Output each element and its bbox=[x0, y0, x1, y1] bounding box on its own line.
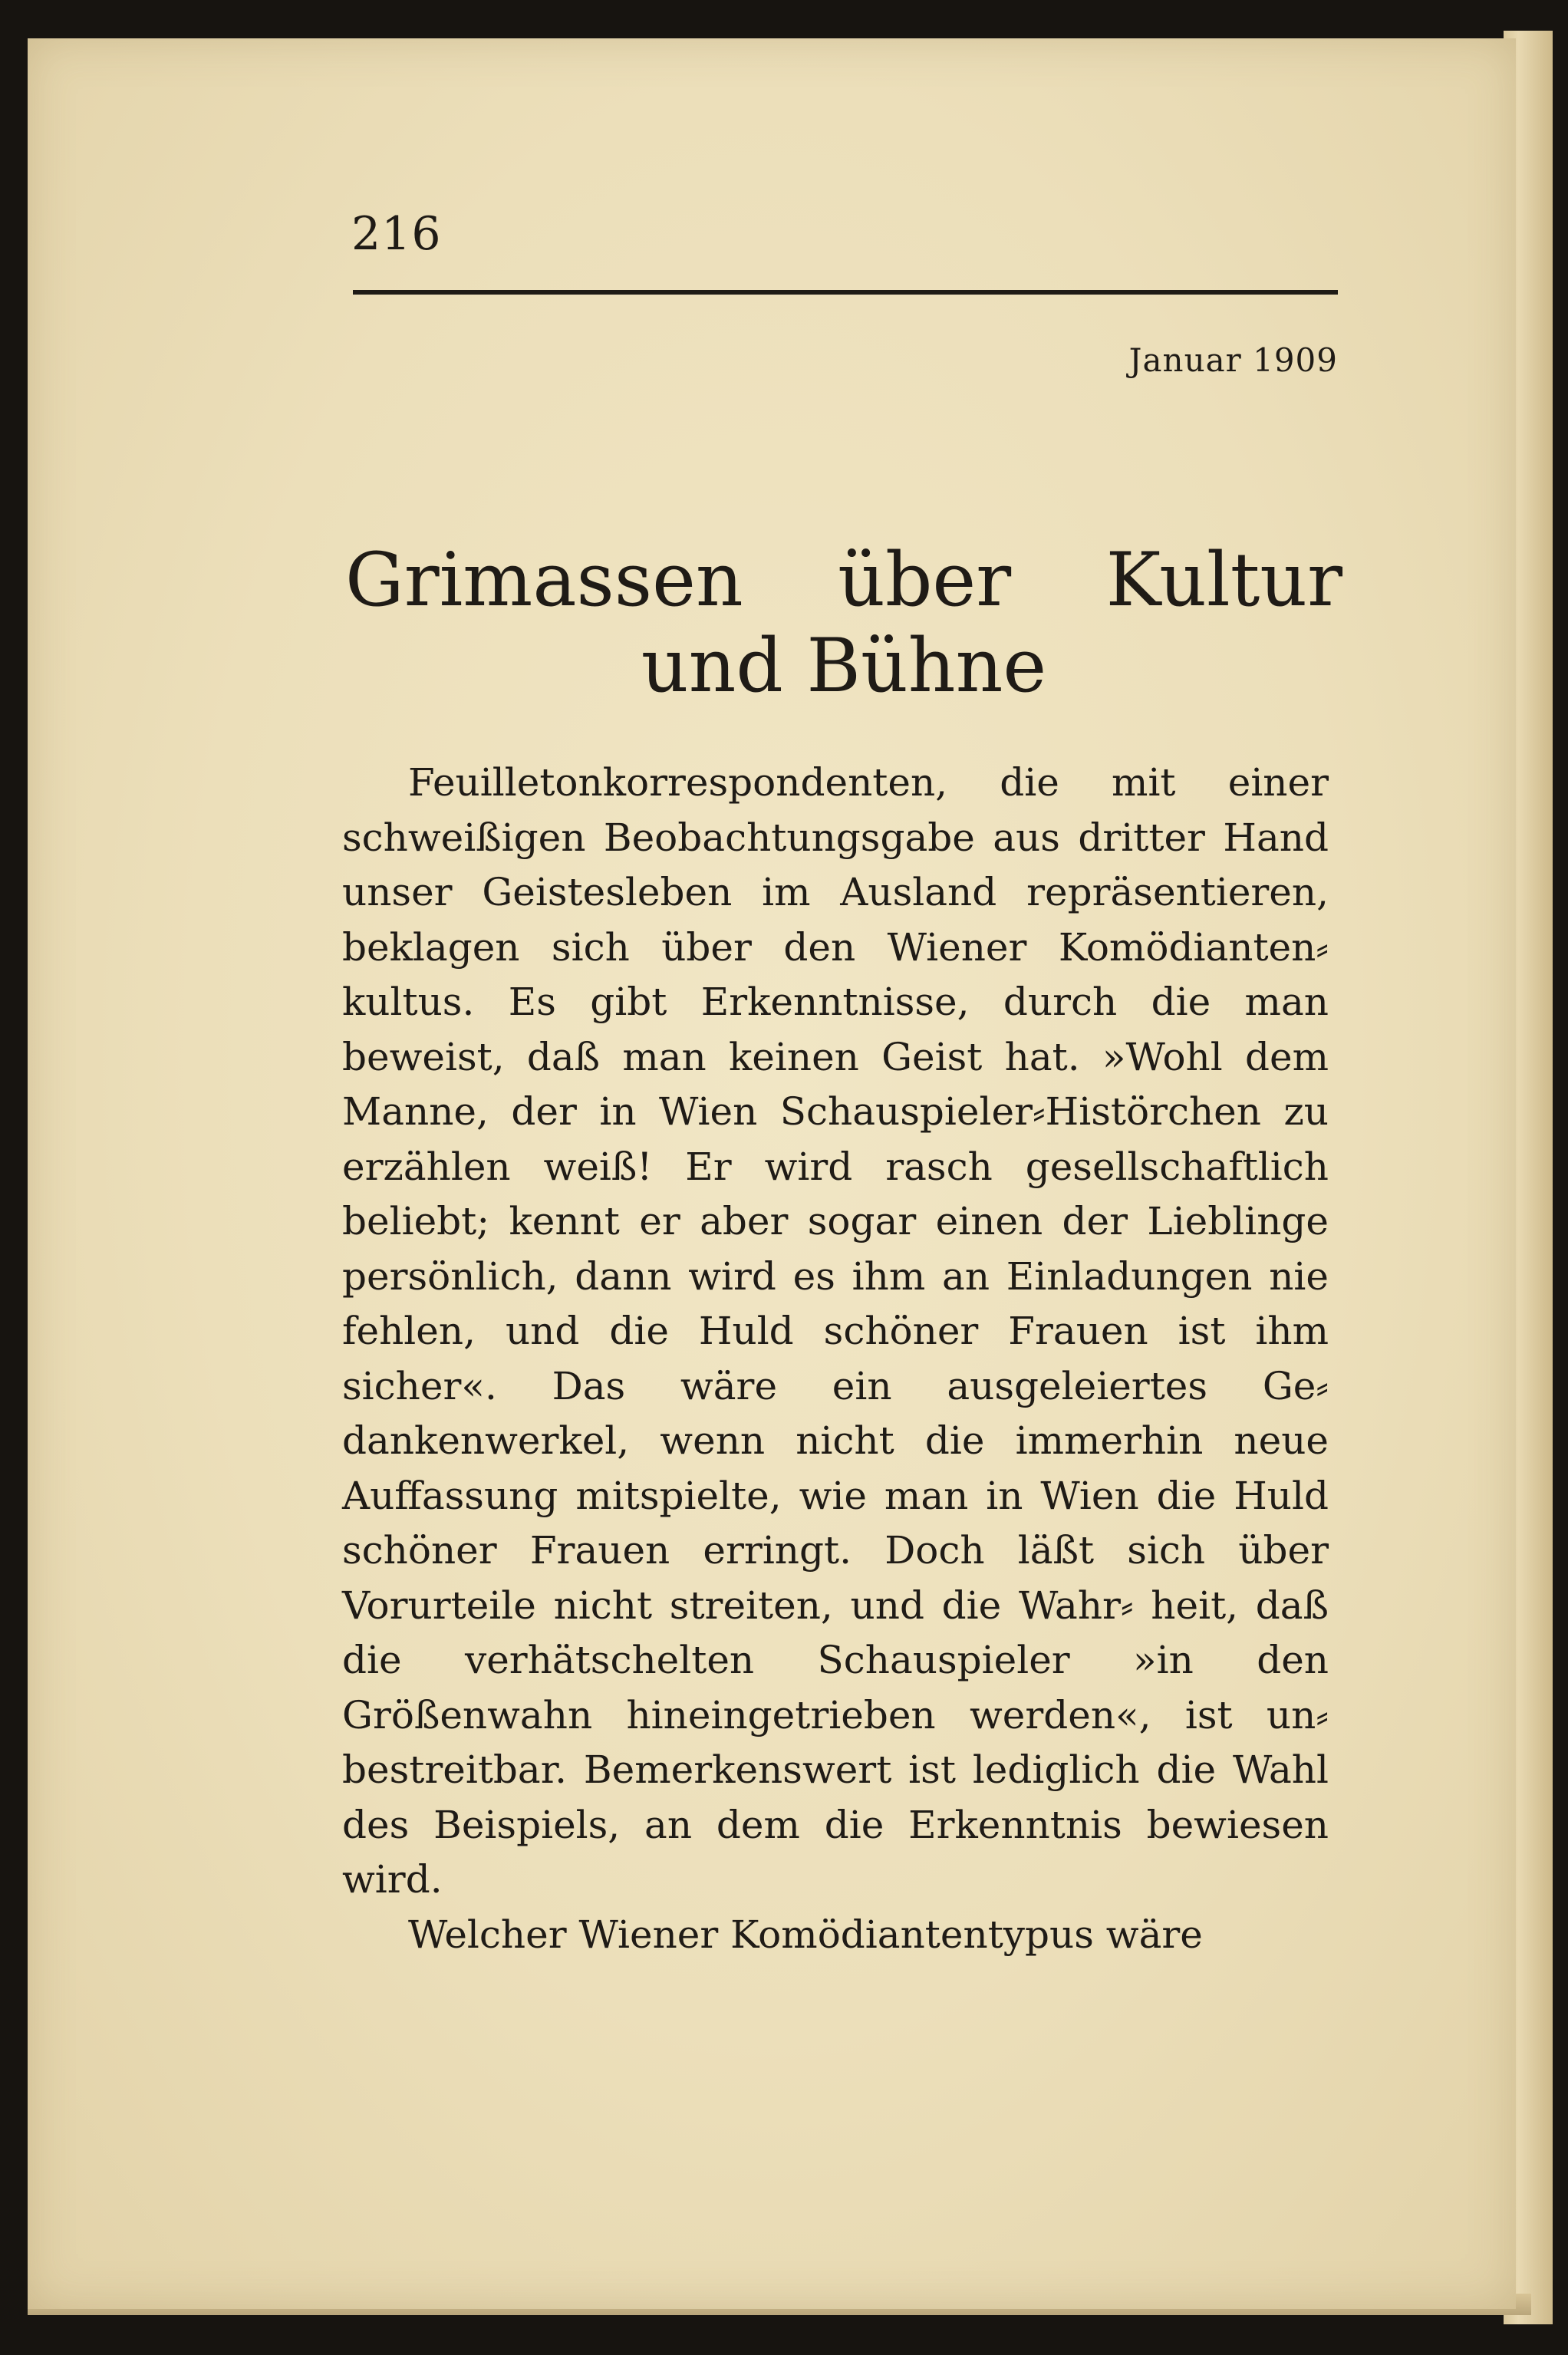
paragraph-1: Feuilletonkorrespondenten, die mit einer schweißigen Beobachtungsgabe aus dritter Hand unser Geistesleben im Ausland repräsentieren, beklagen sich über den Wiener Komödianten⸗ kultus. Es gibt Erkenntnisse, durch die man beweist, daß man keinen Geist hat. »Wohl dem Manne, der in Wien Schauspieler⸗Histörchen zu erzählen weiß! Er wird rasch gesellschaftlich beliebt; kennt er aber sogar einen der Lieblinge persönlich, dann wird es ihm an Einladungen nie fehlen, und die Huld schöner Frauen ist ihm sicher«. Das wäre ein ausgeleiertes Ge⸗ dankenwerkel, wenn nicht die immerhin neue Auffassung mitspielte, wie man in Wien die Huld schöner Frauen erringt. Doch läßt sich über Vorurteile nicht streiten, und die Wahr⸗ heit, daß die verhätschelten Schauspieler »in den Größenwahn hineingetrieben werden«, ist un⸗ bestreitbar. Bemerkenswert ist lediglich die Wahl des Beispiels, an dem die Erkenntnis bewiesen wird. bbox=[342, 760, 1329, 1902]
article-body bbox=[342, 756, 1329, 1962]
dateline: Januar 1909 bbox=[1128, 341, 1338, 379]
page-number: 216 bbox=[351, 207, 442, 261]
article-title: Grimassen über Kultur und Bühne bbox=[345, 537, 1342, 709]
header-rule bbox=[353, 290, 1338, 295]
paragraph-2: Welcher Wiener Komödiantentypus wäre bbox=[408, 1912, 1203, 1957]
